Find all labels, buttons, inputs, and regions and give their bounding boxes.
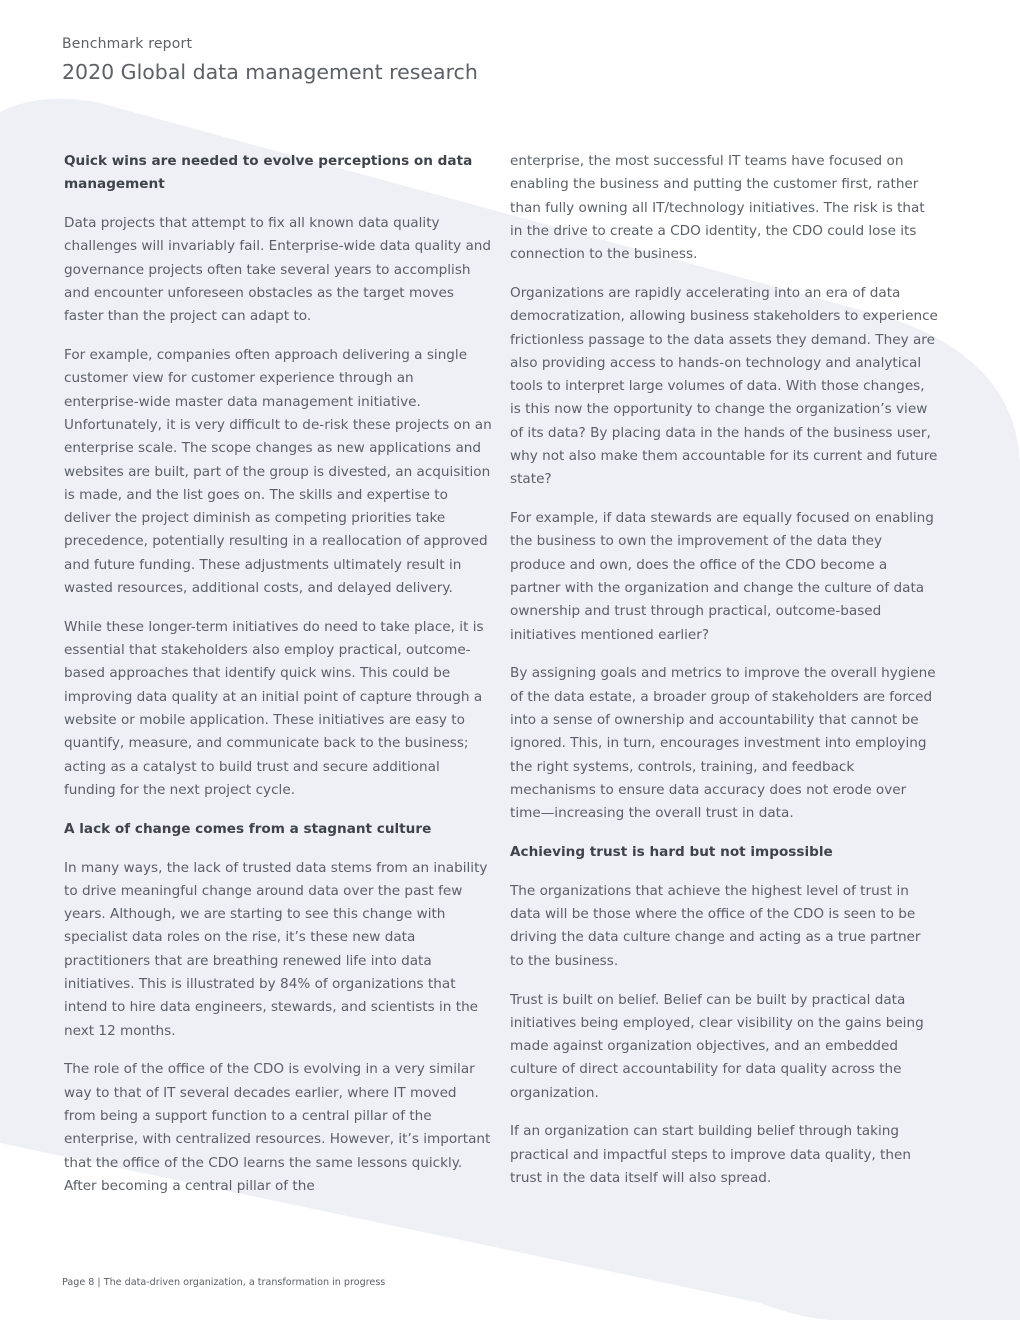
paragraph: enterprise, the most successful IT teams have focused on enabling the business and putting the customer first, rather than fully owning all IT/technology initiatives. The risk is that in the drive to create a CDO identity, the CDO could lose its connection to the business. — [510, 153, 925, 263]
report-title: 2020 Global data management research — [62, 60, 478, 84]
report-kicker: Benchmark report — [62, 36, 193, 52]
page-footer: Page 8 | The data-driven organization, a transformation in progress — [62, 1277, 386, 1288]
paragraph: The organizations that achieve the highest level of trust in data will be those where the office of the CDO is seen to be driving the data culture change and acting as a true partner to the business. — [510, 882, 921, 969]
report-header — [62, 34, 478, 86]
paragraph: Data projects that attempt to fix all known data quality challenges will invariably fail. Enterprise-wide data quality and governance projects often take several years to accomplish and encounter unforeseen obstacles as the target moves faster than the project can adapt to. — [64, 215, 492, 325]
section-heading-quick-wins: Quick wins are needed to evolve perceptions on data management — [64, 153, 473, 193]
paragraph: For example, companies often approach delivering a single customer view for customer experience through an enterprise-wide master data management initiative. Unfortunately, it is very difficult to de-risk these projects on an enterprise scale. The scope changes as new applications and websites are built, part of the group is divested, an acquisition is made, and the list goes on. The skills and expertise to deliver the project diminish as competing priorities take precedence, potentially resulting in a reallocation of approved and future funding. These adjustments ultimately result in wasted resources, additional costs, and delayed delivery. — [64, 347, 492, 597]
right-column — [510, 150, 938, 1206]
paragraph: If an organization can start building belief through taking practical and impactful steps to improve data quality, then trust in the data itself will also spread. — [510, 1123, 911, 1187]
paragraph: The role of the office of the CDO is evolving in a very similar way to that of IT several decades earlier, where IT moved from being a support function to a central pillar of the enterprise, with centralized resources. However, it’s important that the office of the CDO learns the same lessons quickly. After becoming a central pillar of the — [64, 1061, 491, 1194]
paragraph: While these longer-term initiatives do need to take place, it is essential that stakeholders also employ practical, outcome-based approaches that identify quick wins. This could be improving data quality at an initial point of capture through a website or mobile application. These initiatives are easy to quantify, measure, and communicate back to the business; acting as a catalyst to build trust and secure additional funding for the next project cycle. — [64, 618, 484, 798]
section-heading-achieving-trust: Achieving trust is hard but not impossible — [510, 844, 833, 861]
section-heading-stagnant-culture: A lack of change comes from a stagnant culture — [64, 820, 432, 837]
paragraph: For example, if data stewards are equally focused on enabling the business to own the improvement of the data they produce and own, does the office of the CDO become a partner with the organization and change the culture of data ownership and trust through practical, outcome-based initiatives mentioned earlier? — [510, 510, 934, 643]
left-column — [64, 150, 492, 1214]
paragraph: Trust is built on belief. Belief can be built by practical data initiatives being employed, clear visibility on the gains being made against organization objectives, and an embedded culture of direct accountability for data quality across the organization. — [510, 991, 924, 1101]
paragraph: By assigning goals and metrics to improve the overall hygiene of the data estate, a broader group of stakeholders are forced into a sense of ownership and accountability that cannot be ignored. This, in turn, encourages investment into employing the right systems, controls, training, and feedback mechanisms to ensure data accuracy does not erode over time—increasing the overall trust in data. — [510, 665, 936, 822]
paragraph: In many ways, the lack of trusted data stems from an inability to drive meaningful change around data over the past few years. Although, we are starting to see this change with specialist data roles on the rise, it’s these new data practitioners that are breathing renewed life into data initiatives. This is illustrated by 84% of organizations that intend to hire data engineers, stewards, and scientists in the next 12 months. — [64, 859, 488, 1039]
paragraph: Organizations are rapidly accelerating into an era of data democratization, allowing business stakeholders to experience frictionless passage to the data assets they demand. They are also providing access to hands-on technology and analytical tools to interpret large volumes of data. With those changes, is this now the opportunity to change the organization’s view of its data? By placing data in the hands of the business user, why not also make them accountable for its current and future state? — [510, 284, 938, 488]
